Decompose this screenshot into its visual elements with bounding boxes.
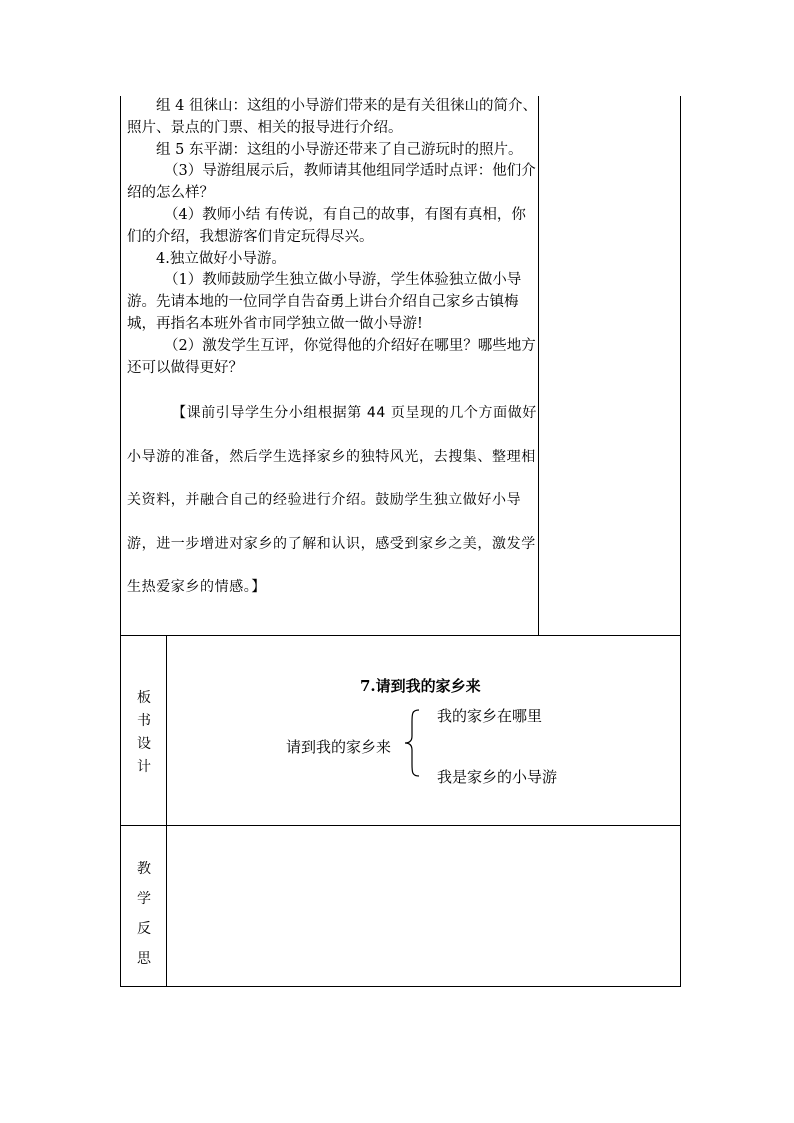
label-char: 书: [137, 713, 151, 729]
label-char: 学: [137, 891, 151, 907]
curly-brace-icon: [403, 708, 421, 778]
paragraph: （3）导游组展示后，教师请其他组同学适时点评：他们介绍的怎么样？: [127, 163, 536, 202]
paragraph: 组 4 徂徕山：这组的小导游们带来的是有关徂徕山的简介、照片、景点的门票、相关的报导进行介绍。: [127, 98, 537, 136]
label-char: 思: [137, 951, 151, 967]
top-section-divider: [538, 96, 539, 635]
board-design-label: [134, 687, 154, 779]
board-item: 我的家乡在哪里: [437, 707, 543, 725]
label-char: 计: [137, 759, 151, 775]
label-char: 板: [137, 690, 151, 706]
table-border-left: [120, 96, 121, 987]
label-char: 设: [137, 736, 151, 752]
design-intent-note: 【课前引导学生分小组根据第 44 页呈现的几个方面做好小导游的准备，然后学生选择家乡的独特风光，去搜集、整理相关资料，并融合自己的经验进行介绍。鼓励学生独立做好小导游，进一步增进对家乡的了解和认识，感受到家乡之美，激发学生热爱家乡的情感。】: [127, 405, 537, 595]
teaching-reflection-label: [134, 854, 154, 974]
paragraph: 组 5 东平湖：这组的小导游还带来了自己游玩时的照片。: [156, 141, 523, 158]
paragraph: （4）教师小结 有传说，有自己的故事，有图有真相，你们的介绍，我想游客们肯定玩得尽兴。: [127, 206, 526, 245]
board-main-topic: 请到我的家乡来: [286, 738, 392, 756]
paragraph: （2）激发学生互评，你觉得他的介绍好在哪里？哪些地方还可以做得更好？: [127, 337, 536, 376]
board-item: 我是家乡的小导游: [437, 768, 558, 786]
table-border-right: [680, 96, 681, 987]
paragraph: 4.独立做好小导游。: [156, 250, 286, 267]
label-column-divider: [166, 635, 167, 986]
lesson-process-text: [127, 96, 537, 379]
row-divider-2: [120, 825, 681, 826]
label-char: 教: [137, 861, 151, 877]
label-char: 反: [137, 921, 151, 937]
paragraph: （1）教师鼓励学生独立做小导游，学生体验独立做小导游。先请本地的一位同学自告奋勇上讲台介绍自己家乡古镇梅城，再指名本班外省市同学独立做一做小导游!: [127, 272, 522, 332]
table-border-bottom: [120, 986, 681, 987]
board-title: 7.请到我的家乡来: [360, 677, 481, 695]
row-divider-1: [120, 635, 681, 636]
